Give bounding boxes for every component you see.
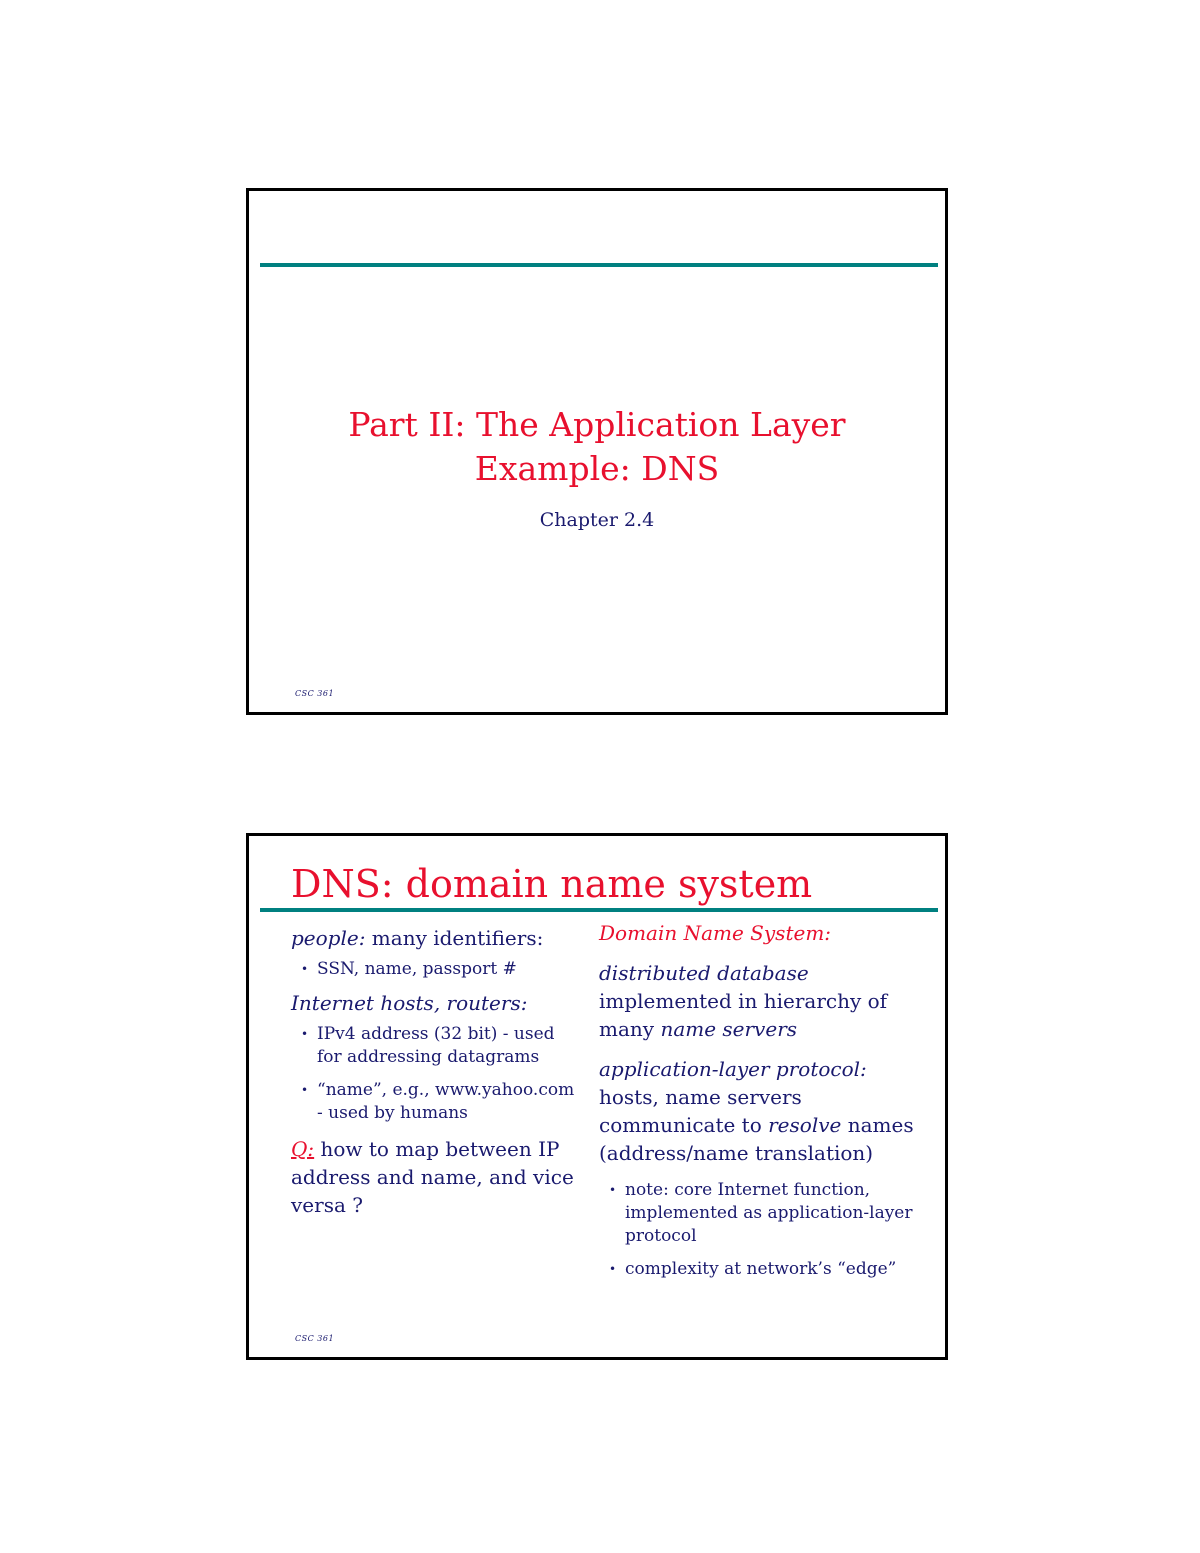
title-rule [260,263,938,267]
people-label: people: [291,926,366,950]
database-paragraph [599,959,929,1043]
list-item: • “name”, e.g., www.yahoo.com - used by humans [301,1079,581,1125]
slide-1 [246,188,948,715]
left-column [291,926,581,1231]
q-label: Q: [291,1137,315,1161]
chapter-label: Chapter 2.4 [539,509,655,531]
p1-text: implemented in hierarchy of many [599,989,888,1041]
p2-text1: hosts, name servers communicate to [599,1085,802,1137]
question-paragraph [291,1135,581,1219]
people-text: many identifiers: [365,926,544,950]
slide-title [249,403,945,491]
p1-em2: name servers [660,1017,798,1041]
q-text: how to map between IP address and name, and vice versa ? [291,1137,574,1217]
slide-title: DNS: domain name system [291,862,813,906]
people-bullets [291,958,581,981]
p1-em: distributed database [599,961,809,985]
dns-bullets [599,1179,929,1281]
slide-footer: CSC 361 [295,689,335,698]
protocol-paragraph [599,1055,929,1167]
slide-2 [246,833,948,1360]
title-line-1: Part II: The Application Layer [348,405,846,444]
p2-text2: names (address/name translation) [599,1113,914,1165]
list-item: • IPv4 address (32 bit) - used for addressing datagrams [301,1023,581,1069]
title-rule [260,908,938,912]
dns-heading: Domain Name System: [599,921,832,945]
p2-em: application-layer protocol: [599,1057,867,1081]
list-item: • SSN, name, passport # [301,958,581,981]
slide-footer: CSC 361 [295,1334,335,1343]
title-line-2: Example: DNS [474,449,720,488]
p2-em2: resolve [768,1113,842,1137]
right-column [599,921,929,1291]
people-heading [291,926,581,950]
list-item: • note: core Internet function, implemented as application-layer protocol [609,1179,929,1248]
list-item: • complexity at network’s “edge” [609,1258,929,1281]
hosts-heading: Internet hosts, routers: [291,991,528,1015]
hosts-bullets [291,1023,581,1125]
